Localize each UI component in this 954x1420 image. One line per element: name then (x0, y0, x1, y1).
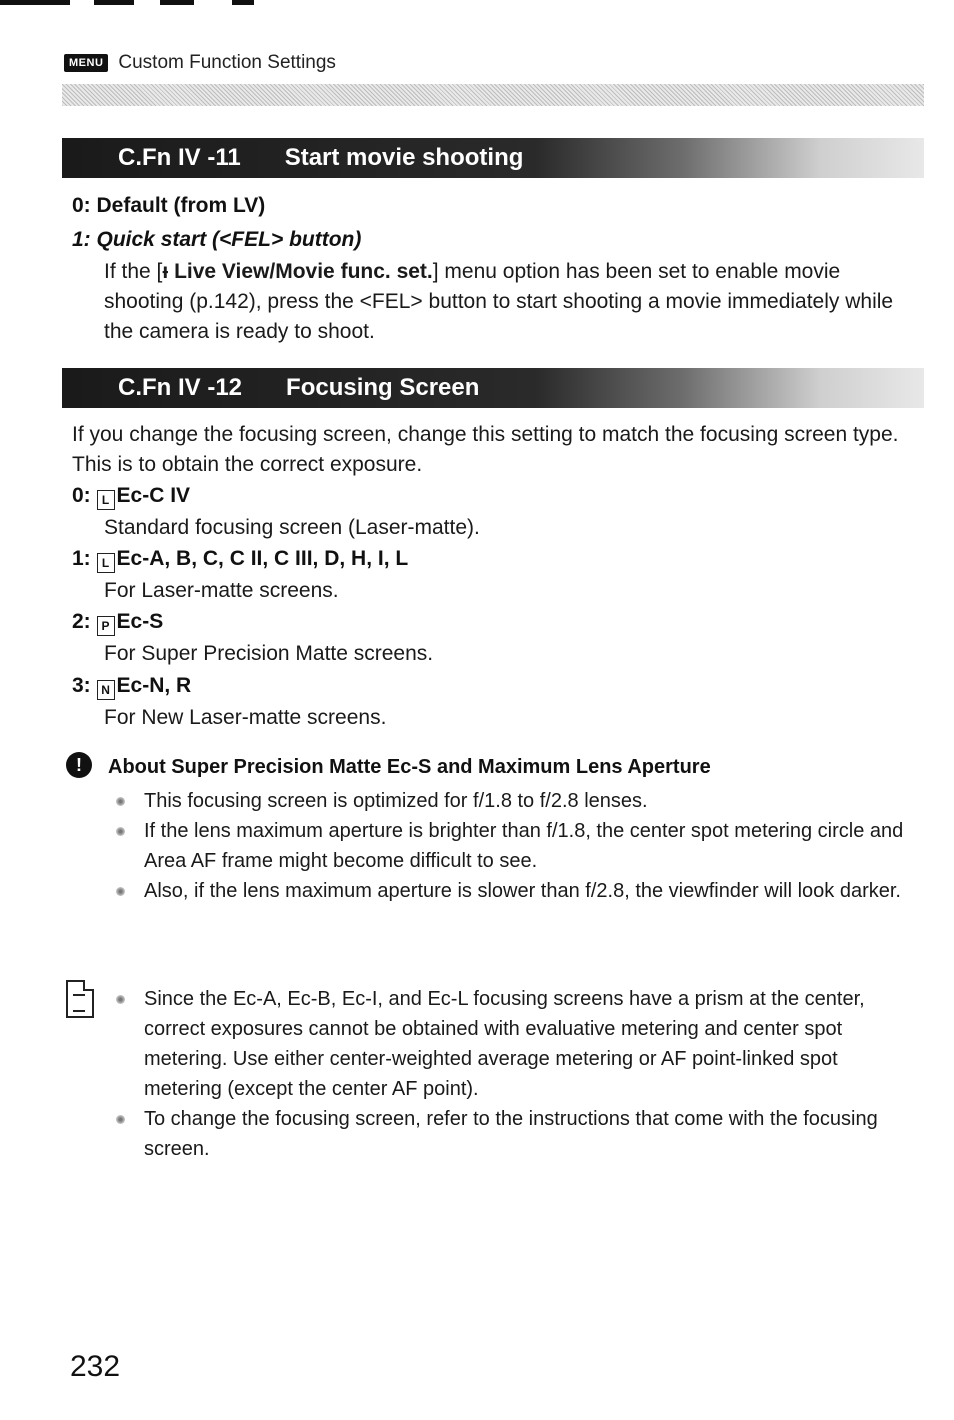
top-rule (0, 0, 70, 5)
option-1-description: For Laser-matte screens. (104, 579, 339, 602)
precision-matte-icon: P (97, 616, 115, 636)
section-bar-cfn-iv-11 (62, 138, 924, 178)
option-1-description: If the [ᵻ Live View/Movie func. set.] menu option has been set to enable movie shooting (p.142), press the <FEL> button to start shooting a movie immediately while the camera is ready to shoot. (104, 260, 894, 343)
list-item: Since the Ec-A, Ec-B, Ec-I, and Ec-L focusing screens have a prism at the center, correct exposures cannot be obtained with evaluative metering and center spot metering. Use either center-weighted average metering or AF point-linked spot metering (except the center AF point). (112, 984, 912, 1104)
laser-matte-icon: L (97, 490, 115, 510)
option-3-description: For New Laser-matte screens. (104, 706, 387, 729)
option-3-ec-n: 3: N Ec-N, R (72, 674, 191, 700)
caution-block (66, 752, 92, 778)
option-0-description: Standard focusing screen (Laser-matte). (104, 516, 480, 539)
new-laser-matte-icon: N (97, 680, 115, 700)
section-code: C.Fn IV -11 (118, 144, 241, 171)
option-2-ec-s: 2: P Ec-S (72, 610, 163, 636)
bullet-icon (116, 797, 125, 806)
section-intro: If you change the focusing screen, change this setting to match the focusing screen type. This is to obtain the correct exposure. (72, 423, 899, 476)
setup-menu-icon: ᵻ (162, 260, 169, 283)
section-title: Start movie shooting (284, 144, 524, 171)
bullet-icon (116, 827, 125, 836)
caution-list (112, 786, 912, 906)
option-1-quick-start: 1: Quick start (<FEL> button) (72, 228, 362, 251)
menu-option-name: Live View/Movie func. set. (174, 260, 433, 283)
option-0-ec-c-iv: 0: L Ec-C IV (72, 484, 190, 510)
list-item: Also, if the lens maximum aperture is slower than f/2.8, the viewfinder will look darker. (112, 876, 912, 906)
caution-title: About Super Precision Matte Ec-S and Maximum Lens Aperture (108, 756, 711, 778)
top-rule (232, 0, 254, 5)
caution-icon: ! (66, 752, 92, 778)
section-bar-cfn-iv-12 (62, 368, 924, 408)
top-rule (94, 0, 134, 5)
option-0-default: 0: Default (from LV) (72, 194, 266, 217)
menu-icon: MENU (64, 54, 108, 72)
section-code: C.Fn IV -12 (118, 374, 243, 401)
option-2-description: For Super Precision Matte screens. (104, 642, 434, 665)
bullet-icon (116, 887, 125, 896)
bullet-icon (116, 1115, 125, 1124)
note-list (112, 984, 912, 1164)
list-item: To change the focusing screen, refer to the instructions that come with the focusing screen. (112, 1104, 912, 1164)
laser-matte-icon: L (97, 553, 115, 573)
list-item: If the lens maximum aperture is brighter than f/1.8, the center spot metering circle and Area AF frame might become difficult to see. (112, 816, 912, 876)
top-rule (160, 0, 194, 5)
page-header (64, 52, 336, 74)
bullet-icon (116, 995, 125, 1004)
header-title: Custom Function Settings (118, 52, 336, 73)
list-item: This focusing screen is optimized for f/1.8 to f/2.8 lenses. (112, 786, 912, 816)
option-1-ec-a: 1: L Ec-A, B, C, C II, C III, D, H, I, L (72, 547, 408, 573)
page-number: 232 (70, 1350, 121, 1383)
header-band (62, 84, 924, 106)
note-icon (66, 980, 94, 1018)
section-title: Focusing Screen (286, 374, 480, 401)
